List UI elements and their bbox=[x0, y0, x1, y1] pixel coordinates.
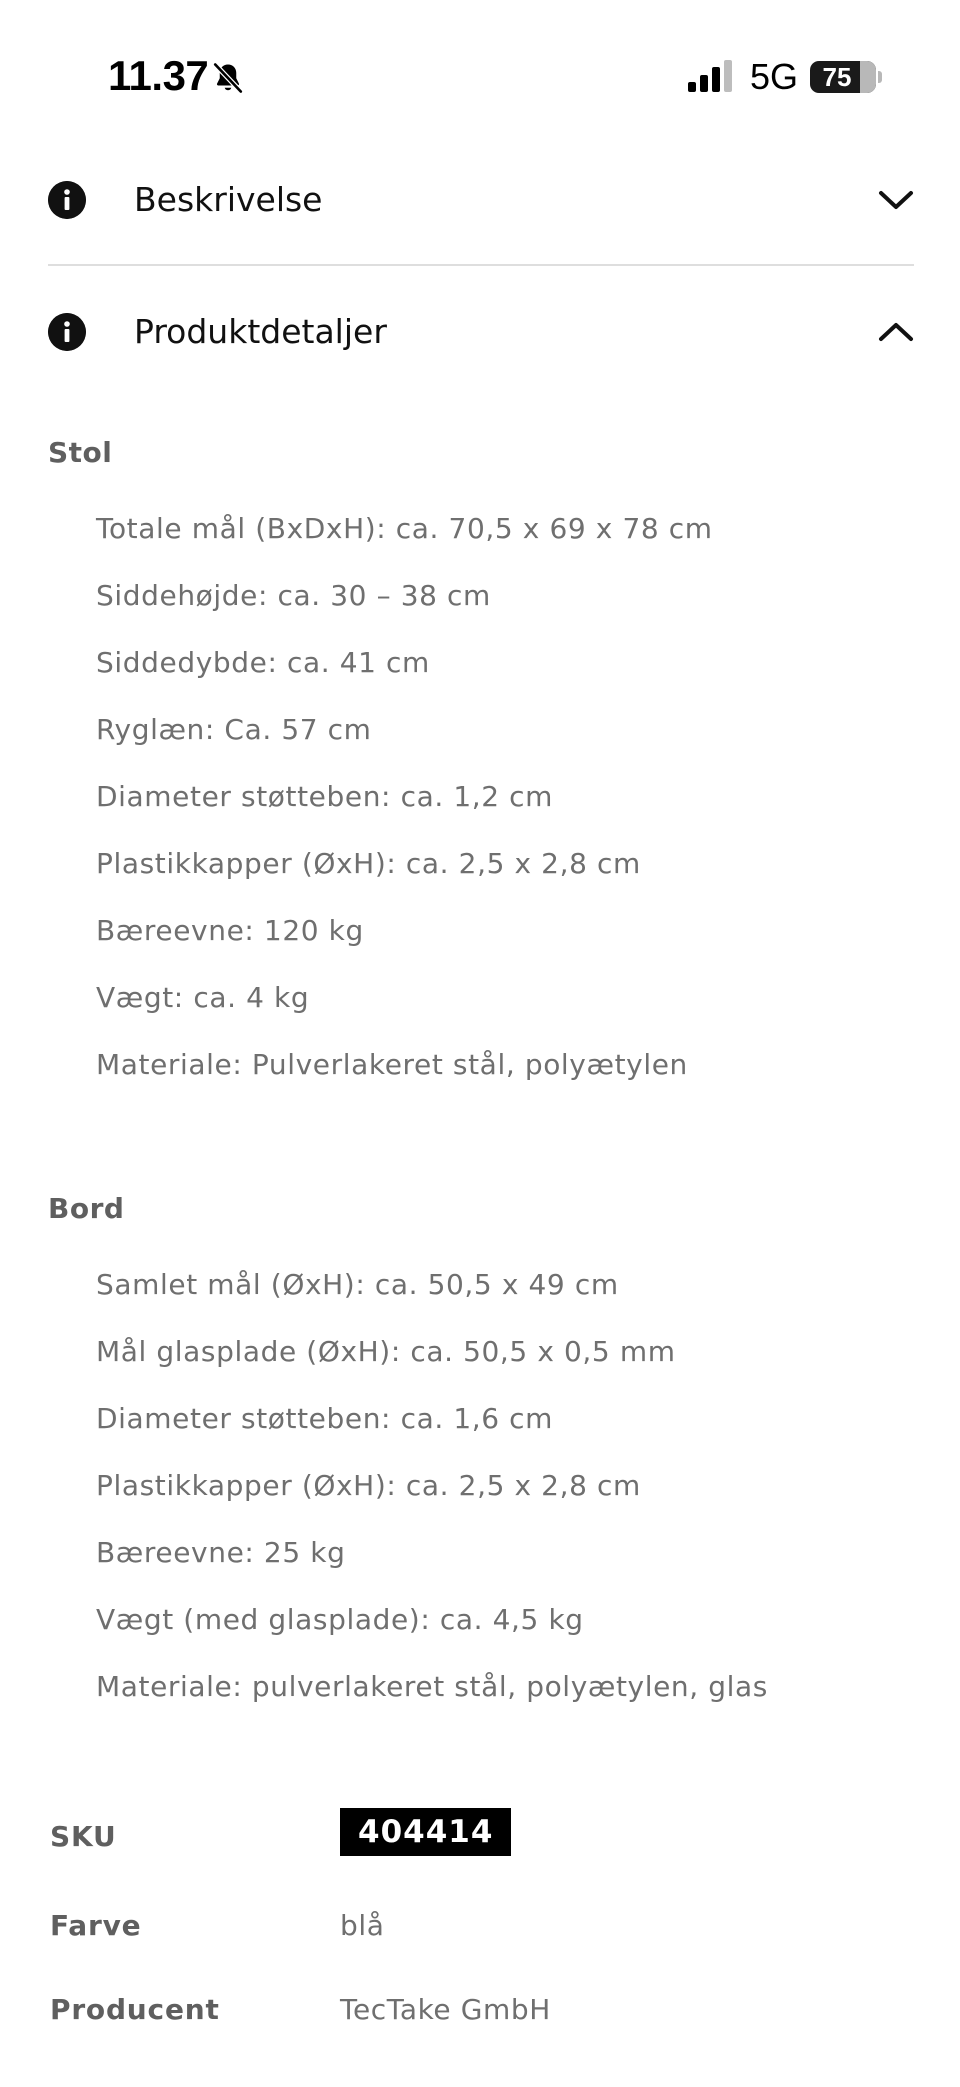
bell-slash-icon bbox=[210, 60, 246, 96]
meta-row-color bbox=[50, 1909, 910, 1959]
status-bar bbox=[0, 0, 960, 130]
section-title-table: Bord bbox=[48, 1192, 125, 1225]
list-item: Mål glasplade (ØxH): ca. 50,5 x 0,5 mm bbox=[96, 1335, 676, 1368]
accordion-description-title: Beskrivelse bbox=[134, 180, 323, 219]
sku-badge: 404414 bbox=[340, 1808, 511, 1856]
list-item: Totale mål (BxDxH): ca. 70,5 x 69 x 78 cm bbox=[96, 512, 713, 545]
chevron-up-icon[interactable] bbox=[878, 316, 914, 348]
list-item: Ryglæn: Ca. 57 cm bbox=[96, 713, 372, 746]
list-item: Siddehøjde: ca. 30 – 38 cm bbox=[96, 579, 491, 612]
color-label: Farve bbox=[50, 1909, 142, 1942]
table-spec-list bbox=[96, 1268, 768, 1737]
info-icon bbox=[48, 181, 86, 219]
meta-row-sku bbox=[50, 1814, 910, 1870]
sku-label: SKU bbox=[50, 1820, 117, 1853]
list-item: Materiale: pulverlakeret stål, polyætylen, glas bbox=[96, 1670, 768, 1703]
section-title-chair: Stol bbox=[48, 436, 113, 469]
chevron-down-icon[interactable] bbox=[878, 184, 914, 216]
list-item: Bæreevne: 120 kg bbox=[96, 914, 364, 947]
list-item: Samlet mål (ØxH): ca. 50,5 x 49 cm bbox=[96, 1268, 619, 1301]
signal-bars-icon bbox=[688, 60, 736, 94]
list-item: Plastikkapper (ØxH): ca. 2,5 x 2,8 cm bbox=[96, 847, 641, 880]
battery-icon bbox=[810, 61, 876, 93]
accordion-divider bbox=[48, 264, 914, 266]
list-item: Diameter støtteben: ca. 1,6 cm bbox=[96, 1402, 554, 1435]
accordion-details-header[interactable] bbox=[48, 292, 914, 372]
list-item: Vægt: ca. 4 kg bbox=[96, 981, 310, 1014]
list-item: Bæreevne: 25 kg bbox=[96, 1536, 346, 1569]
chair-spec-list bbox=[96, 512, 713, 1115]
manufacturer-value: TecTake GmbH bbox=[340, 1993, 551, 2026]
list-item: Plastikkapper (ØxH): ca. 2,5 x 2,8 cm bbox=[96, 1469, 641, 1502]
color-value: blå bbox=[340, 1909, 385, 1942]
battery-level: 75 bbox=[822, 62, 852, 92]
list-item: Materiale: Pulverlakeret stål, polyætylen bbox=[96, 1048, 688, 1081]
info-icon bbox=[48, 313, 86, 351]
list-item: Siddedybde: ca. 41 cm bbox=[96, 646, 430, 679]
status-time: 11.37 bbox=[108, 52, 209, 99]
battery-nub bbox=[878, 71, 882, 83]
accordion-details-title: Produktdetaljer bbox=[134, 312, 387, 351]
meta-row-manufacturer bbox=[50, 1993, 910, 2043]
accordion-description-header[interactable] bbox=[48, 160, 914, 240]
manufacturer-label: Producent bbox=[50, 1993, 220, 2026]
list-item: Diameter støtteben: ca. 1,2 cm bbox=[96, 780, 554, 813]
list-item: Vægt (med glasplade): ca. 4,5 kg bbox=[96, 1603, 584, 1636]
network-type: 5G bbox=[750, 56, 799, 97]
